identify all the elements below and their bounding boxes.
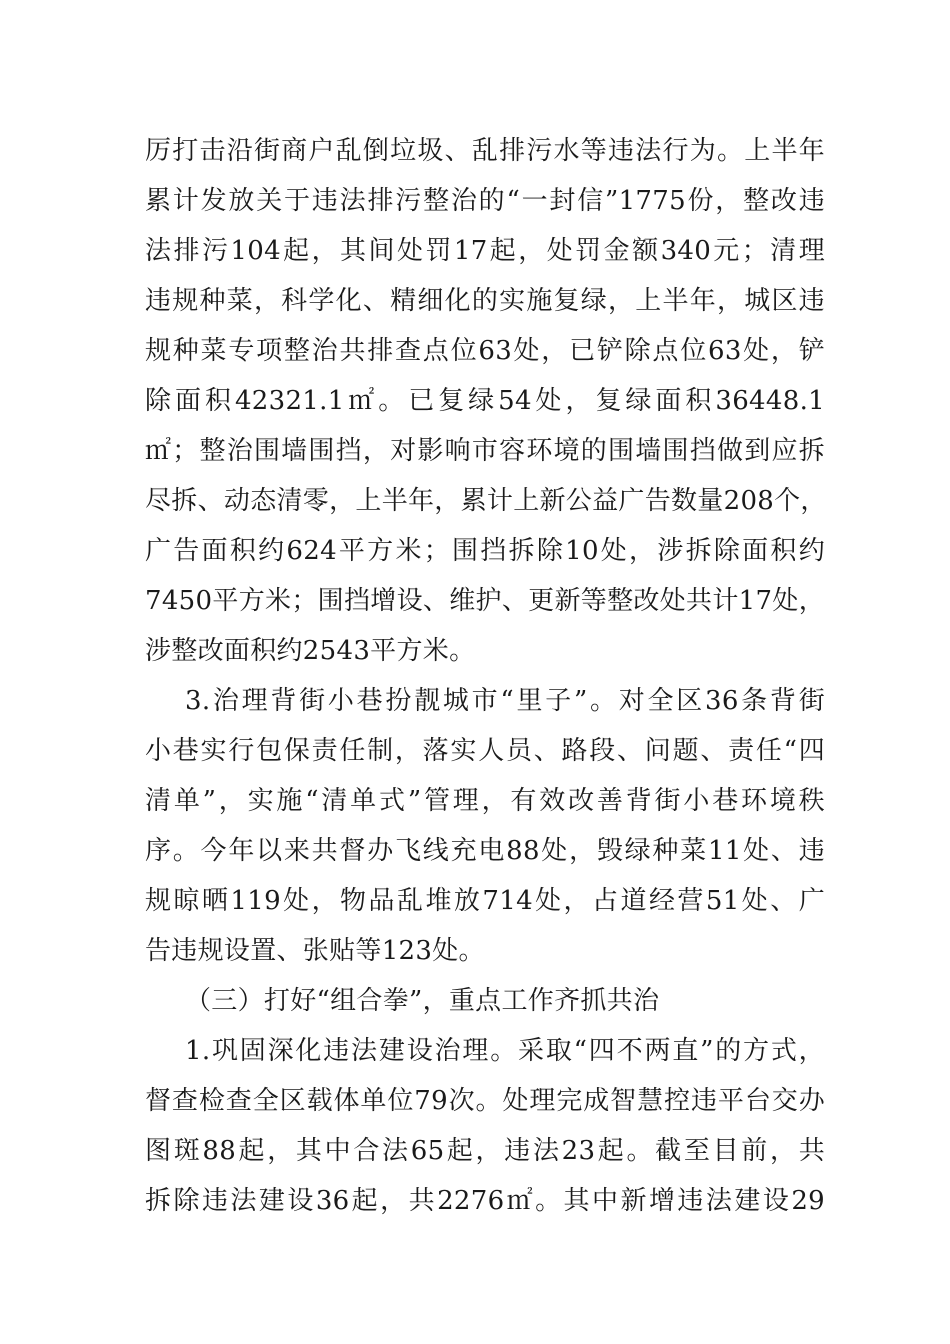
paragraph-line: 涉整改面积约2543平方米。 <box>145 636 476 666</box>
paragraph-first-line: 3.治理背街小巷扮靓城市“里子”。对全区36条背街 <box>185 686 825 716</box>
paragraph-line: 除面积42321.1㎡。已复绿54处，复绿面积36448.1 <box>145 386 825 416</box>
section-heading: （三）打好“组合拳”，重点工作齐抓共治 <box>185 986 660 1016</box>
paragraph-line: 尽拆、动态清零，上半年，累计上新公益广告数量208个， <box>145 486 827 516</box>
paragraph-line: 累计发放关于违法排污整治的“一封信”1775份，整改违 <box>145 186 825 216</box>
paragraph-line: 图斑88起，其中合法65起，违法23起。截至目前，共 <box>145 1136 825 1166</box>
paragraph-line: 违规种菜，科学化、精细化的实施复绿，上半年，城区违 <box>145 286 825 316</box>
paragraph-first-line: 1.巩固深化违法建设治理。采取“四不两直”的方式， <box>185 1036 825 1066</box>
paragraph-line: 法排污104起，其间处罚17起，处罚金额340元；清理 <box>145 236 825 266</box>
paragraph-line: 拆除违法建设36起，共2276㎡。其中新增违法建设29 <box>145 1186 825 1216</box>
paragraph-line: 告违规设置、张贴等123处。 <box>145 936 485 966</box>
paragraph-line: 序。今年以来共督办飞线充电88处，毁绿种菜11处、违 <box>145 836 825 866</box>
paragraph-line: 厉打击沿街商户乱倒垃圾、乱排污水等违法行为。上半年 <box>145 136 825 166</box>
paragraph-line: 清单”，实施“清单式”管理，有效改善背街小巷环境秩 <box>145 786 825 816</box>
paragraph-line: 规晾晒119处，物品乱堆放714处，占道经营51处、广 <box>145 886 825 916</box>
paragraph-line: 7450平方米；围挡增设、维护、更新等整改处共计17处， <box>145 586 825 616</box>
paragraph-line: 小巷实行包保责任制，落实人员、路段、问题、责任“四 <box>145 736 825 766</box>
paragraph-line: 督查检查全区载体单位79次。处理完成智慧控违平台交办 <box>145 1086 825 1116</box>
paragraph-line: ㎡；整治围墙围挡，对影响市容环境的围墙围挡做到应拆 <box>145 436 825 466</box>
paragraph-line: 规种菜专项整治共排查点位63处，已铲除点位63处，铲 <box>145 336 825 366</box>
paragraph-line: 广告面积约624平方米；围挡拆除10处，涉拆除面积约 <box>145 536 825 566</box>
